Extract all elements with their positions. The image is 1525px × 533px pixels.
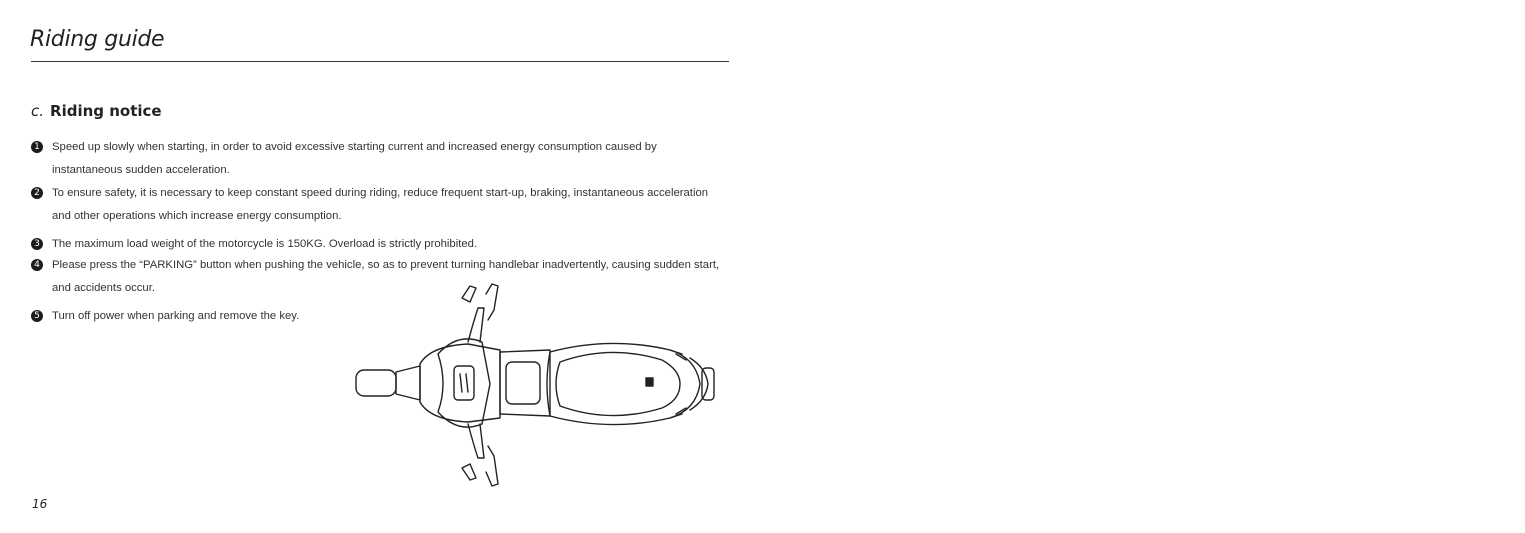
front-apron-shape bbox=[420, 344, 500, 422]
seat-frame-shape bbox=[547, 343, 700, 424]
right-handlebar-shape bbox=[468, 424, 484, 458]
notice-text-2: To ensure safety, it is necessary to keep constant speed during riding, reduce frequent start-up, braking, instantaneous acceleration and other operations which increase energy consumption. bbox=[52, 187, 709, 222]
notice-item-1 bbox=[31, 136, 721, 181]
notice-item-3 bbox=[31, 233, 721, 256]
left-mirror-shape bbox=[462, 286, 476, 302]
section-prefix: c. bbox=[31, 102, 45, 120]
dashboard-marks bbox=[460, 374, 468, 392]
page-title: Riding guide bbox=[30, 27, 165, 52]
number-badge-1: 1 bbox=[31, 141, 43, 153]
notice-text-4: Please press the “PARKING” button when pushing the vehicle, so as to prevent turning handlebar inadvertently, causing sudden start, and accidents occur. bbox=[52, 259, 720, 294]
notice-item-2 bbox=[31, 182, 721, 227]
title-divider bbox=[31, 61, 729, 62]
floorboard-shape bbox=[500, 350, 550, 416]
front-fender-shape bbox=[396, 366, 420, 400]
notice-item-5 bbox=[31, 305, 351, 328]
notice-text-1: Speed up slowly when starting, in order to avoid excessive starting current and increased energy consumption caused by instantaneous sudden acceleration. bbox=[52, 141, 657, 176]
notice-text-5: Turn off power when parking and remove the key. bbox=[52, 310, 300, 322]
number-badge-2: 2 bbox=[31, 187, 43, 199]
section-title: Riding notice bbox=[50, 102, 162, 120]
section-heading bbox=[31, 102, 162, 120]
number-badge-5: 5 bbox=[31, 310, 43, 322]
front-wheel-shape bbox=[356, 370, 396, 396]
rear-detail-lines bbox=[670, 350, 686, 418]
right-mirror-stem-shape bbox=[486, 446, 498, 486]
number-badge-3: 3 bbox=[31, 238, 43, 250]
left-mirror-stem-shape bbox=[486, 284, 498, 320]
page-number: 16 bbox=[32, 497, 48, 511]
seat-lock-shape bbox=[646, 378, 653, 386]
scooter-top-view-illustration bbox=[350, 280, 720, 495]
left-handlebar-shape bbox=[468, 308, 484, 342]
floor-pad-shape bbox=[506, 362, 540, 404]
dashboard-shape bbox=[454, 366, 474, 400]
handlebar-cover-shape bbox=[438, 339, 490, 427]
notice-text-3: The maximum load weight of the motorcycle is 150KG. Overload is strictly prohibited. bbox=[52, 238, 478, 250]
seat-cushion-shape bbox=[556, 352, 680, 415]
right-mirror-shape bbox=[462, 464, 476, 480]
number-badge-4: 4 bbox=[31, 259, 43, 271]
